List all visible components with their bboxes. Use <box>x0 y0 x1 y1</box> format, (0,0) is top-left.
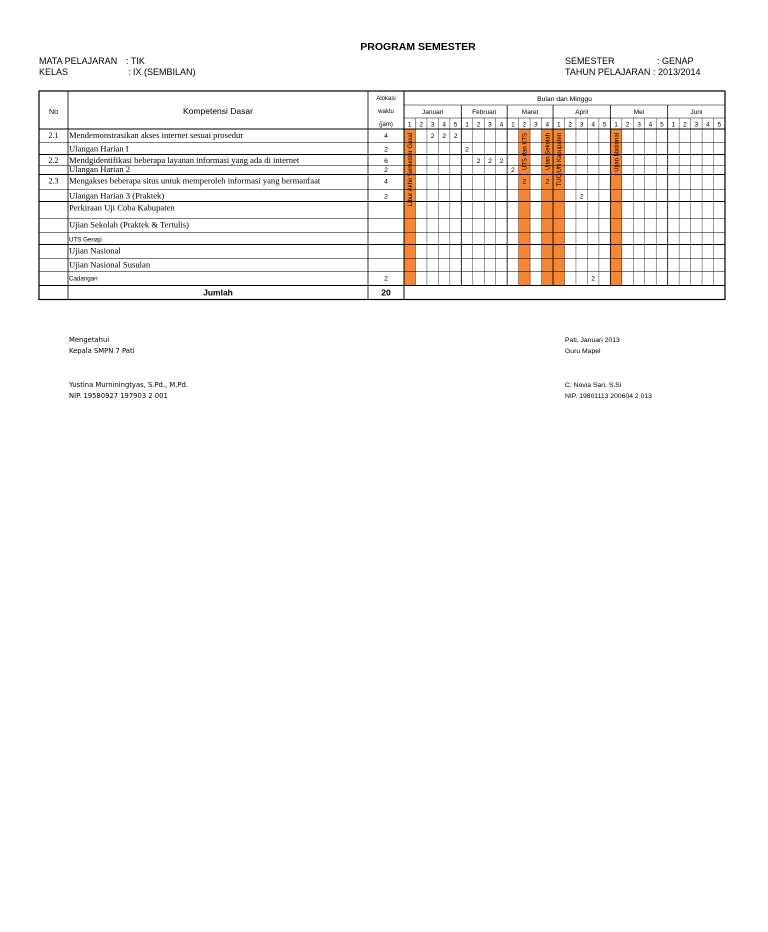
week-number: 4 <box>545 121 550 129</box>
row-kd: Ulangan Harian 3 (Praktek) <box>69 190 165 201</box>
footer-place-date: Pati, Januari 2013 <box>565 337 620 344</box>
row-jam: 2 <box>384 167 388 174</box>
week-number: 1 <box>556 121 561 129</box>
week-number: 3 <box>637 121 641 129</box>
col-header-kd: Kompetensi Dasar <box>183 106 253 116</box>
row-kd: Ulangan Harian 2 <box>69 164 131 174</box>
footer-kepala: Kepala SMPN 7 Pati <box>69 347 135 355</box>
week-number: 4 <box>442 121 446 129</box>
week-number: 2 <box>419 121 424 129</box>
schedule-value: 2 <box>465 146 469 154</box>
col-header-alokasi: Alokasi <box>376 96 396 102</box>
jumlah-label: Jumlah <box>203 287 233 298</box>
schedule-value: 2 <box>579 193 584 201</box>
row-jam: 4 <box>384 178 388 186</box>
week-number: 5 <box>602 121 607 129</box>
month-label-maret: Maret <box>521 109 539 116</box>
week-number: 4 <box>499 121 504 129</box>
kelas-value: : IX (SEMBILAN) <box>128 67 196 77</box>
week-number: 1 <box>511 121 515 129</box>
week-number: 1 <box>465 121 469 129</box>
row-jam: 2 <box>384 275 388 283</box>
footer-guru-name: C. Novia Sari, S.Si <box>565 382 622 389</box>
col-header-jam: (jam) <box>379 122 393 128</box>
schedule-value: 2 <box>545 178 550 186</box>
jumlah-value: 20 <box>381 287 391 298</box>
row-jam: 6 <box>384 158 388 165</box>
month-label-juni: Juni <box>690 109 703 116</box>
bulan-header: Bulan dan Minggu <box>537 96 592 103</box>
row-jam: 2 <box>384 193 388 201</box>
tahun-value: : 2013/2014 <box>653 67 701 77</box>
semester-label: SEMESTER <box>565 56 615 66</box>
footer-guru-nip: NIP. 19801113 200604 2 013 <box>565 393 652 400</box>
schedule-value: 2 <box>453 133 458 140</box>
row-kd: Ulangan Harian I <box>69 143 129 154</box>
mapel-label: MATA PELAJARAN <box>39 56 118 66</box>
footer-mengetahui: Mengetahui <box>69 336 110 344</box>
event-label: UTS dan KTS <box>522 133 529 171</box>
week-number: 5 <box>453 121 458 129</box>
row-kd: Mengakses beberapa situs untuk memperoleh informasi yang bermanfaat <box>69 175 321 186</box>
schedule-value: 2 <box>522 178 527 186</box>
row-kd: Ujian Nasional Susulan <box>69 259 151 270</box>
row-kd: Perkiraan Uji Coba Kabupaten <box>69 202 175 213</box>
page-title: PROGRAM SEMESTER <box>360 41 476 53</box>
footer-kepala-nip: NIP. 19580927 197903 2 001 <box>69 392 168 400</box>
row-kd: Ujian Nasional <box>69 245 121 256</box>
week-number: 3 <box>534 121 538 129</box>
kelas-label: KELAS <box>39 67 69 77</box>
week-number: 3 <box>430 121 435 129</box>
week-number: 1 <box>614 121 618 129</box>
month-label-januari: Januari <box>421 109 444 116</box>
week-number: 2 <box>683 121 687 129</box>
week-number: 2 <box>522 121 527 129</box>
row-no: 2.3 <box>48 176 59 186</box>
event-label: TUC/UN Kabupaten <box>557 133 564 187</box>
week-number: 2 <box>625 121 630 129</box>
month-label-april: April <box>575 109 589 116</box>
schedule-value: 2 <box>488 158 492 165</box>
row-jam: 4 <box>384 133 388 140</box>
mapel-value: : TIK <box>126 56 145 66</box>
week-number: 1 <box>407 121 412 129</box>
event-label: Ujian Nasional <box>614 133 621 172</box>
row-kd: Mendemonstrasikan akses internet sesuai prosedur <box>69 130 244 140</box>
footer-kepala-name: Yustina Murniningtyas, S.Pd., M.Pd. <box>69 381 188 389</box>
footer-guru: Guru Mapel <box>565 348 601 355</box>
schedule-value: 2 <box>430 133 435 140</box>
week-number: 4 <box>591 121 595 129</box>
week-number: 1 <box>671 121 676 129</box>
week-number: 3 <box>488 121 492 129</box>
row-no: 2.2 <box>48 156 59 165</box>
week-number: 2 <box>568 121 573 129</box>
row-kd: UTS Genap <box>69 236 102 244</box>
schedule-value: 2 <box>499 158 504 165</box>
schedule-value: 2 <box>591 275 596 283</box>
event-label: Ujian Sekolah <box>545 133 552 171</box>
week-number: 3 <box>579 121 584 129</box>
row-jam: 2 <box>384 146 388 154</box>
event-label: Libur Akhir Semester Gasal <box>408 133 415 207</box>
row-kd: Ujian Sekolah (Praktek & Tertulis) <box>69 219 190 230</box>
month-label-mei: Mei <box>633 109 645 116</box>
row-kd: Cadangan <box>69 275 98 283</box>
month-label-februari: Februari <box>472 109 497 116</box>
semester-value: : GENAP <box>657 56 694 66</box>
row-no: 2.1 <box>48 131 59 140</box>
row-kd: Mendgidentifikasi beberapa layanan informasi yang ada di internet <box>69 155 300 165</box>
tahun-label: TAHUN PELAJARAN <box>565 67 651 77</box>
week-number: 4 <box>705 121 710 129</box>
col-header-waktu: waktu <box>378 109 394 115</box>
schedule-value: 2 <box>442 133 447 140</box>
schedule-value: 2 <box>511 167 515 174</box>
week-number: 2 <box>476 121 481 129</box>
week-number: 5 <box>717 121 722 129</box>
week-number: 3 <box>694 121 699 129</box>
week-number: 4 <box>648 121 653 129</box>
col-header-no: No <box>49 109 58 116</box>
schedule-value: 2 <box>476 158 481 165</box>
week-number: 5 <box>660 121 664 129</box>
